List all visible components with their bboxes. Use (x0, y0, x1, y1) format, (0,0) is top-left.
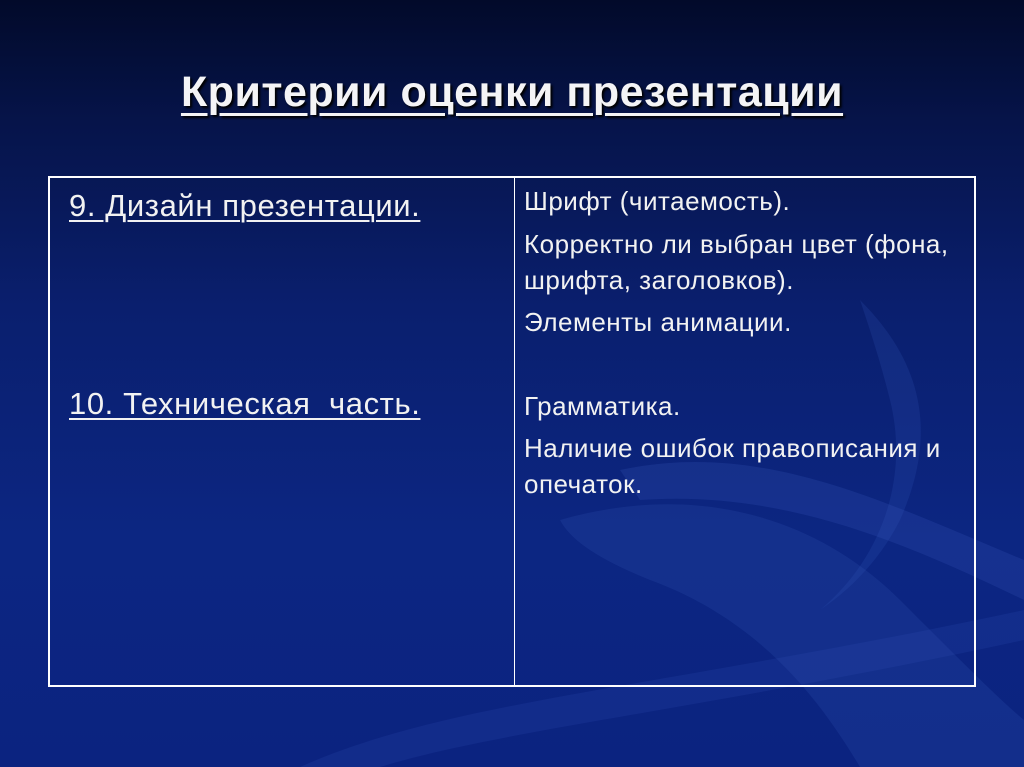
details-column (515, 178, 974, 685)
detail-animation: Элементы анимации. (524, 307, 792, 337)
detail-font: Шрифт (читаемость). (524, 186, 791, 216)
criterion-technical: 10. Техническая часть. (69, 386, 421, 421)
detail-grammar: Грамматика. (524, 391, 681, 421)
criteria-column (50, 178, 515, 685)
detail-color: Корректно ли выбран цвет (фона, шрифта, заголовков). (524, 229, 949, 295)
criterion-design: 9. Дизайн презентации. (69, 188, 421, 223)
detail-errors: Наличие ошибок правописания и опечаток. (524, 433, 941, 499)
slide-title: Критерии оценки презентации (180, 68, 844, 116)
criteria-table (48, 176, 976, 687)
